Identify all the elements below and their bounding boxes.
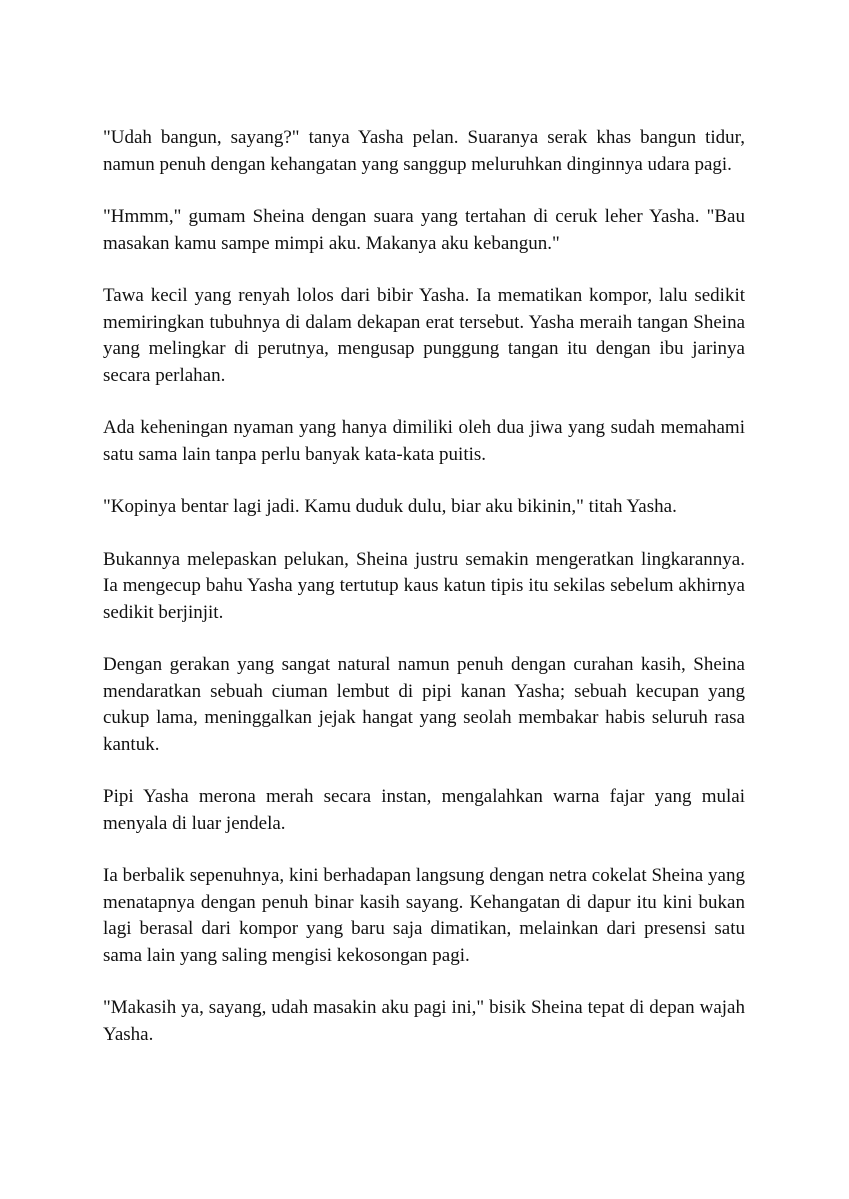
paragraph-1: "Udah bangun, sayang?" tanya Yasha pelan. Suaranya serak khas bangun tidur, namun penuh dengan kehangatan yang sanggup meluruhkan dinginnya udara pagi.	[103, 127, 745, 175]
paragraph-6: Bukannya melepaskan pelukan, Sheina justru semakin mengeratkan lingkarannya. Ia mengecup bahu Yasha yang tertutup kaus katun tipis itu sekilas sebelum akhirnya sedikit berjinjit.	[103, 548, 745, 623]
paragraph-7: Dengan gerakan yang sangat natural namun penuh dengan curahan kasih, Sheina mendaratkan sebuah ciuman lembut di pipi kanan Yasha; sebuah kecupan yang cukup lama, meninggalkan jejak hangat yang seolah membakar habis seluruh rasa kantuk.	[103, 654, 745, 755]
paragraph-4: Ada keheningan nyaman yang hanya dimiliki oleh dua jiwa yang sudah memahami satu sama lain tanpa perlu banyak kata-kata puitis.	[103, 417, 745, 465]
paragraph-8: Pipi Yasha merona merah secara instan, mengalahkan warna fajar yang mulai menyala di luar jendela.	[103, 786, 745, 834]
paragraph-10: "Makasih ya, sayang, udah masakin aku pagi ini," bisik Sheina tepat di depan wajah Yasha.	[103, 997, 745, 1045]
paragraph-9: Ia berbalik sepenuhnya, kini berhadapan langsung dengan netra cokelat Sheina yang menatapnya dengan penuh binar kasih sayang. Kehangatan di dapur itu kini bukan lagi berasal dari kompor yang baru saja dimatikan, melainkan dari presensi satu sama lain yang saling mengisi kekosongan pagi.	[103, 865, 745, 966]
document-body	[103, 125, 745, 1074]
paragraph-5: "Kopinya bentar lagi jadi. Kamu duduk dulu, biar aku bikinin," titah Yasha.	[103, 496, 677, 517]
paragraph-2: "Hmmm," gumam Sheina dengan suara yang tertahan di ceruk leher Yasha. "Bau masakan kamu sampe mimpi aku. Makanya aku kebangun."	[103, 206, 745, 254]
paragraph-3: Tawa kecil yang renyah lolos dari bibir Yasha. Ia mematikan kompor, lalu sedikit memiringkan tubuhnya di dalam dekapan erat tersebut. Yasha meraih tangan Sheina yang melingkar di perutnya, mengusap punggung tangan itu dengan ibu jarinya secara perlahan.	[103, 285, 745, 386]
